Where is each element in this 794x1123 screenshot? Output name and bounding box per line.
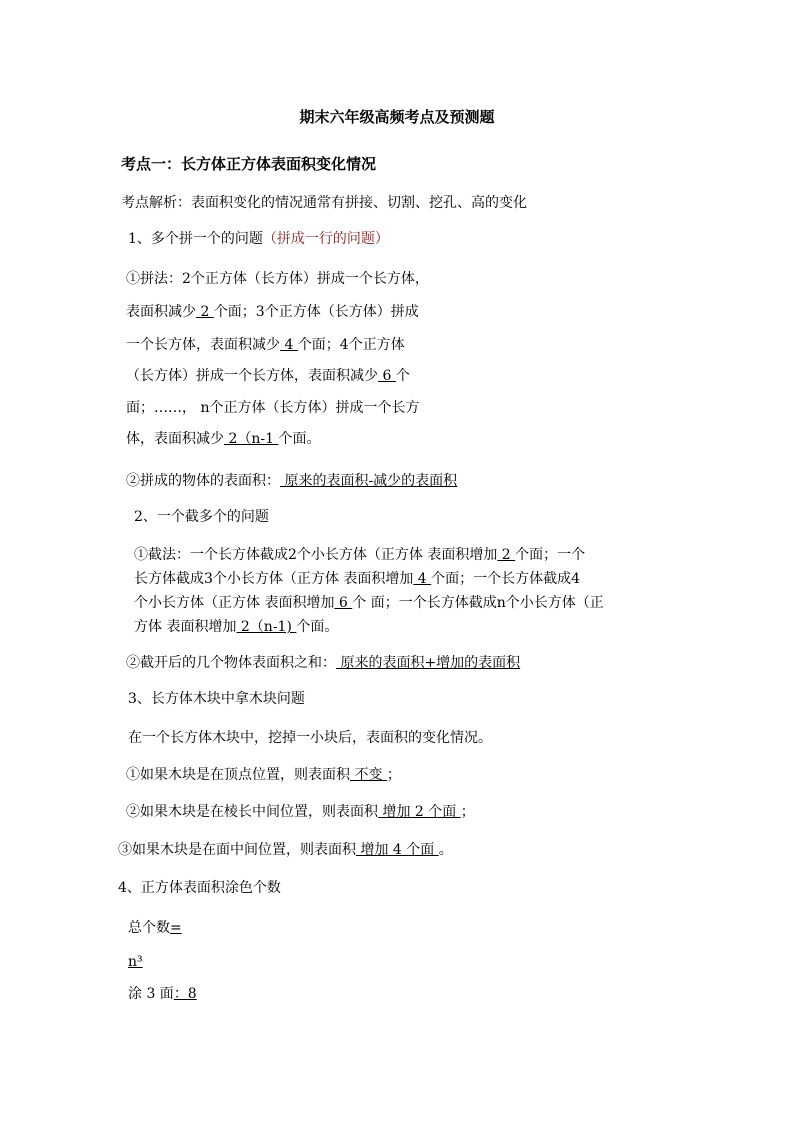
part3-line1: ①如果木块是在顶点位置，则表面积 不变 ； bbox=[126, 767, 401, 783]
part2-line4: 方体 表面积增加 2（n-1) 个面。 bbox=[134, 619, 339, 635]
answer-blank: 4 bbox=[280, 337, 298, 353]
part4-heading: 4、正方体表面积涂色个数 bbox=[118, 880, 281, 896]
part1-line4: （长方体）拼成一个长方体，表面积减少 6 个 bbox=[126, 368, 410, 384]
answer-blank: 6 bbox=[378, 368, 396, 384]
answer-blank: 2（n-1 bbox=[224, 431, 279, 447]
section-analysis: 考点解析：表面积变化的情况通常有拼接、切割、挖孔、高的变化 bbox=[121, 195, 527, 211]
part1-line7: ②拼成的物体的表面积： 原来的表面积-减少的表面积 bbox=[126, 473, 458, 489]
part3-line2: ②如果木块是在棱长中间位置，则表面积 增加 2 个面 ； bbox=[126, 804, 475, 820]
part2-line5: ②截开后的几个物体表面积之和： 原来的表面积+增加的表面积 bbox=[126, 655, 521, 671]
part1-heading bbox=[128, 229, 389, 249]
part1-line5: 面；……， n个正方体（长方体）拼成一个长方 bbox=[126, 400, 420, 416]
answer-blank: 2（n-1) bbox=[236, 619, 297, 635]
part1-heading-text: 1、多个拼一个的问题 bbox=[128, 231, 263, 247]
part2-line2: 长方体截成3个小长方体（正方体 表面积增加 4 个面；一个长方体截成4 bbox=[134, 571, 581, 587]
part1-heading-note: （拼成一行的问题） bbox=[262, 231, 389, 247]
part1-line2: 表面积减少 2 个面；3个正方体（长方体）拼成 bbox=[126, 304, 419, 320]
answer-blank: 6 bbox=[334, 595, 353, 611]
part4-total: 总个数= bbox=[128, 920, 182, 936]
answer-blank: 2 bbox=[196, 304, 214, 320]
part1-line3: 一个长方体，表面积减少 4 个面；4个正方体 bbox=[126, 337, 405, 353]
part1-line1: ①拼法：2个正方体（长方体）拼成一个长方体， bbox=[126, 271, 429, 287]
part4-coat3: 涂 3 面：8 bbox=[128, 986, 197, 1002]
answer-blank: 增加 4 个面 bbox=[356, 842, 439, 858]
part3-intro: 在一个长方体木块中，挖掉一小块后，表面积的变化情况。 bbox=[128, 730, 492, 746]
answer-blank: 不变 bbox=[350, 767, 387, 783]
part2-line1: ①截法：一个长方体截成2个小长方体（正方体 表面积增加 2 个面；一个 bbox=[134, 547, 586, 563]
answer-blank: 原来的表面积+增加的表面积 bbox=[336, 655, 521, 671]
part3-heading: 3、长方体木块中拿木块问题 bbox=[128, 691, 305, 707]
answer-blank: 4 bbox=[413, 571, 432, 587]
part3-line3: ③如果木块是在面中间位置，则表面积 增加 4 个面 。 bbox=[118, 842, 453, 858]
answer-blank: 原来的表面积-减少的表面积 bbox=[280, 473, 458, 489]
part2-heading: 2、一个截多个的问题 bbox=[134, 509, 269, 525]
part1-line6: 体，表面积减少 2（n-1 个面。 bbox=[126, 431, 321, 447]
section-heading: 考点一：长方体正方体表面积变化情况 bbox=[121, 155, 377, 173]
page-title: 期末六年级高频考点及预测题 bbox=[299, 108, 495, 126]
answer-blank: 增加 2 个面 bbox=[378, 804, 461, 820]
answer-blank: 2 bbox=[497, 547, 516, 563]
part4-n-cubed: n³ bbox=[128, 954, 143, 970]
part2-line3: 个小长方体（正方体 表面积增加 6 个 面；一个长方体截成n个小长方体（正 bbox=[134, 595, 604, 611]
